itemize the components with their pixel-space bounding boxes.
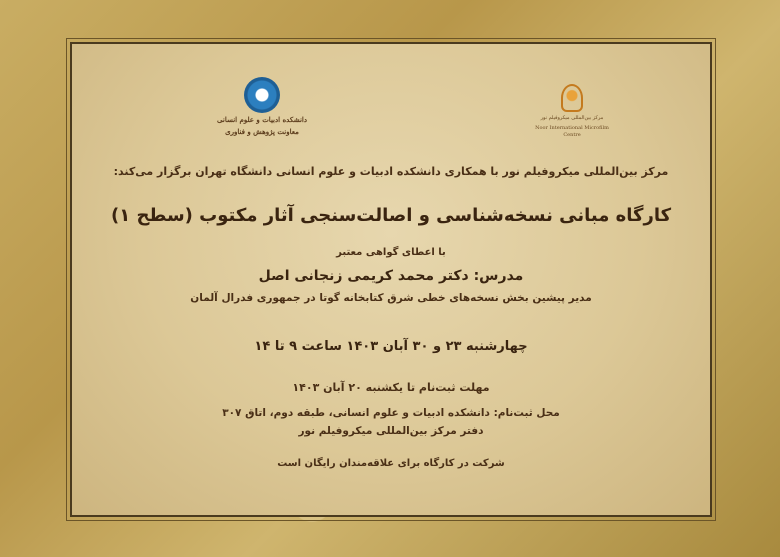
university-logo-line-1: دانشکده ادبیات و علوم انسانی [217,115,307,124]
microfilm-logo-line-2: Noor International Microfilm Centre [535,125,609,138]
university-logo-line-2: معاونت پژوهش و فناوری [225,127,299,136]
certificate-note: با اعطای گواهی معتبر [336,247,446,258]
university-logo [217,77,307,137]
intro-text: مرکز بین‌المللی میکروفیلم نور با همکاری دانشکده ادبیات و علوم انسانی دانشگاه تهران برگزار می‌کند: [113,165,669,178]
university-seal-icon [244,77,280,113]
workshop-title: کارگاه مبانی نسخه‌شناسی و اصالت‌سنجی آثار مکتوب (سطح ۱) [110,205,672,226]
microfilm-centre-logo [532,84,612,139]
poster-panel [70,42,712,517]
registration-venue-line-2: دفتر مرکز بین‌المللی میکروفیلم نور [298,425,484,437]
instructor-name: مدرس: دکتر محمد کریمی زنجانی اصل [258,268,524,284]
registration-venue-line-1: محل ثبت‌نام: دانشکده ادبیات و علوم انسانی، طبقه دوم، اتاق ۳۰۷ [222,407,560,419]
free-participation-note: شرکت در کارگاه برای علاقه‌مندان رایگان است [277,458,505,469]
flame-logo-icon [561,84,583,112]
instructor-position: مدیر پیشین بخش نسخه‌های خطی شرق کتابخانه گوتا در جمهوری فدرال آلمان [190,292,592,304]
workshop-date: چهارشنبه ۲۳ و ۳۰ آبان ۱۴۰۳ ساعت ۹ تا ۱۴ [254,339,528,354]
microfilm-logo-line-1: مرکز بین‌المللی میکروفیلم نور [540,115,604,121]
registration-deadline: مهلت ثبت‌نام تا یکشنبه ۲۰ آبان ۱۴۰۳ [292,381,490,394]
